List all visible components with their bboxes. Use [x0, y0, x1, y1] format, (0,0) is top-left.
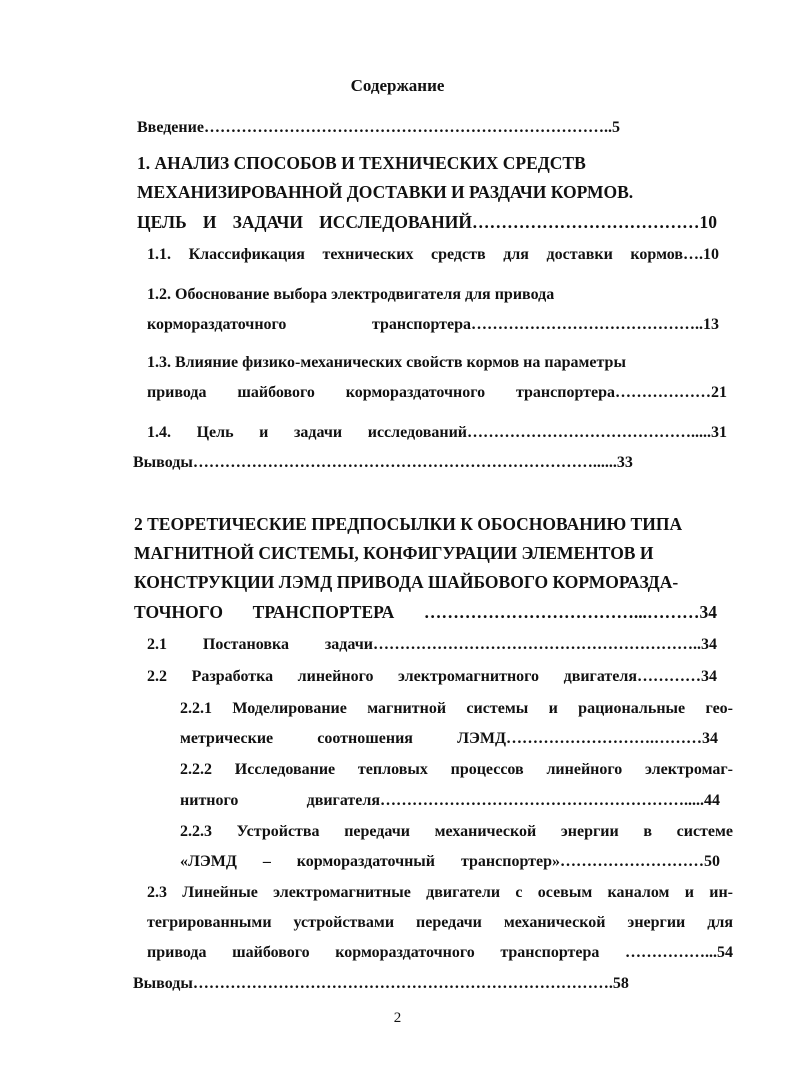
toc-entry-1-4: 1.4. Цель и задачи исследований…………………………………….....31	[147, 424, 727, 441]
toc-entry-2-3-line2: тегрированными устройствами передачи механической энергии для	[147, 914, 733, 931]
toc-entry-conclusions-1: Выводы…………………………………………………………………......33	[133, 454, 633, 471]
toc-entry-1-3-line2: привода шайбового кормораздаточного транспортера………………21	[147, 384, 727, 401]
toc-entry-1-3-line1: 1.3. Влияние физико-механических свойств кормов на параметры	[147, 354, 626, 371]
toc-entry-2-2-1-line2: метрические соотношения ЛЭМД……………………….………34	[180, 730, 718, 747]
toc-entry-2-2-2-line2: нитного двигателя………………………………………………….....44	[180, 792, 720, 809]
toc-entry-conclusions-2: Выводы…………………………………………………………………….58	[133, 975, 629, 992]
toc-chapter1-line2: МЕХАНИЗИРОВАННОЙ ДОСТАВКИ И РАЗДАЧИ КОРМОВ.	[137, 182, 634, 202]
toc-entry-2-2-2-line1: 2.2.2 Исследование тепловых процессов линейного электромаг-	[180, 761, 733, 778]
toc-chapter2-line1: 2 ТЕОРЕТИЧЕСКИЕ ПРЕДПОСЫЛКИ К ОБОСНОВАНИЮ ТИПА	[134, 514, 683, 534]
toc-entry-2-2: 2.2 Разработка линейного электромагнитного двигателя…………34	[147, 668, 717, 685]
toc-chapter1-line1: 1. АНАЛИЗ СПОСОБОВ И ТЕХНИЧЕСКИХ СРЕДСТВ	[137, 153, 586, 173]
toc-entry-1-2-line1: 1.2. Обоснование выбора электродвигателя для привода	[147, 286, 555, 303]
toc-chapter1-line3: ЦЕЛЬ И ЗАДАЧИ ИССЛЕДОВАНИЙ…………………………………10	[137, 212, 717, 232]
toc-entry-2-3-line3: привода шайбового кормораздаточного транспортера ……………...54	[147, 944, 733, 961]
toc-chapter2-line3: КОНСТРУКЦИИ ЛЭМД ПРИВОДА ШАЙБОВОГО КОРМОРАЗДА-	[134, 572, 679, 592]
toc-chapter2-line2: МАГНИТНОЙ СИСТЕМЫ, КОНФИГУРАЦИИ ЭЛЕМЕНТОВ И	[134, 543, 654, 563]
toc-entry-1-1: 1.1. Классификация технических средств для доставки кормов….10	[147, 246, 719, 263]
toc-entry-2-1: 2.1 Постановка задачи……………………………………………………..34	[147, 636, 717, 653]
toc-entry-introduction: Введение…………………………………………………………………..5	[137, 119, 620, 136]
toc-entry-1-2-line2: кормораздаточного транспортера……………………………………..13	[147, 316, 719, 333]
toc-entry-2-3-line1: 2.3 Линейные электромагнитные двигатели с осевым каналом и ин-	[147, 884, 733, 901]
toc-chapter2-line4: ТОЧНОГО ТРАНСПОРТЕРА ………………………………...………34	[134, 602, 717, 622]
page-number: 2	[393, 1010, 402, 1026]
toc-entry-2-2-3-line2: «ЛЭМД – кормораздаточный транспортер»………………………50	[180, 853, 720, 870]
toc-entry-2-2-1-line1: 2.2.1 Моделирование магнитной системы и рациональные гео-	[180, 700, 733, 717]
toc-entry-2-2-3-line1: 2.2.3 Устройства передачи механической энергии в системе	[180, 823, 733, 840]
toc-title: Содержание	[350, 76, 445, 95]
